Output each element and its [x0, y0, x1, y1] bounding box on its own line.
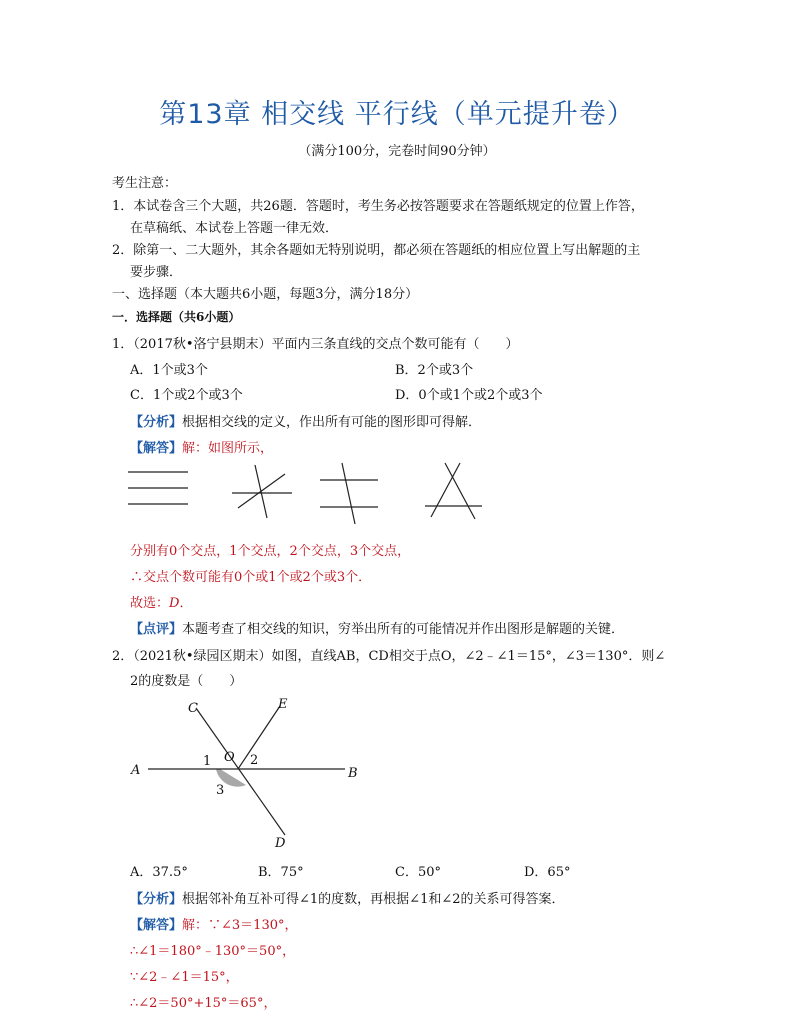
q2-step-1: ∴∠1＝180°﹣130°＝50°， — [130, 944, 296, 959]
figure-two-parallel-one-transversal — [320, 463, 378, 524]
label-c: C — [188, 701, 198, 716]
q1-stem: 1．（2017秋•洛宁县期末）平面内三条直线的交点个数可能有（ ） — [112, 337, 519, 352]
figure-triangle-lines — [425, 463, 482, 519]
q1-comment-tag: 【点评】 — [130, 622, 183, 637]
q2-option-b: B．75° — [258, 865, 304, 880]
q2-answer-tag: 【解答】 — [130, 918, 183, 933]
figure-parallel-lines — [128, 472, 188, 504]
q2-step-2: ∵∠2﹣∠1＝15°， — [130, 970, 239, 985]
q2-answer — [130, 914, 298, 933]
label-angle-3: 3 — [216, 783, 225, 798]
notice-item-2-line-2: 要步骤． — [130, 265, 183, 280]
label-a: A — [131, 763, 141, 778]
label-angle-2: 2 — [250, 753, 259, 768]
q2-stem-line-1: 2．（2021秋•绿园区期末）如图，直线AB，CD相交于点O，∠2﹣∠1＝15°，∠3＝130°．则∠ — [112, 649, 666, 664]
notice-heading: 考生注意： — [112, 176, 178, 191]
q1-answer — [130, 437, 273, 456]
notice-item-1-line-2: 在草稿纸、本试卷上答题一律无效． — [130, 221, 339, 236]
q1-comment-text: 本题考查了相交线的知识，穷举出所有的可能情况并作出图形是解题的关键． — [182, 622, 625, 637]
q1-analysis-tag: 【分析】 — [130, 415, 183, 430]
q1-choice — [130, 592, 192, 611]
label-o: O — [224, 750, 235, 765]
q1-result-2: ∴交点个数可能有0个或1个或2个或3个． — [130, 570, 372, 585]
q1-analysis — [130, 411, 481, 430]
q1-option-a: A．1个或3个 — [130, 363, 208, 378]
q1-option-d: D．0个或1个或2个或3个 — [395, 388, 543, 403]
q1-choice-suffix: ． — [179, 596, 193, 611]
figure-concurrent-lines — [232, 465, 292, 518]
q2-option-a: A．37.5° — [130, 865, 188, 880]
q2-option-d: D．65° — [524, 865, 571, 880]
q1-choice-prefix: 故选： — [130, 596, 170, 611]
page-subtitle: （满分100分，完卷时间90分钟） — [298, 144, 496, 159]
q2-figure — [120, 690, 380, 855]
label-b: B — [348, 766, 358, 781]
q1-answer-tag: 【解答】 — [130, 441, 183, 456]
q1-option-b: B．2个或3个 — [395, 363, 474, 378]
ray-oe — [238, 706, 280, 769]
q1-choice-letter: D — [169, 596, 180, 611]
q2-analysis-tag: 【分析】 — [130, 892, 183, 907]
q2-analysis — [130, 888, 565, 907]
q1-option-c: C．1个或2个或3个 — [130, 388, 243, 403]
section-subheading: 一．选择题（共6小题） — [112, 310, 241, 324]
q1-answer-text: 解：如图所示， — [182, 441, 274, 456]
q1-figures — [120, 460, 500, 530]
page-title: 第13章 相交线 平行线（单元提升卷） — [159, 99, 635, 130]
q1-comment — [130, 618, 624, 637]
q1-analysis-text: 根据相交线的定义，作出所有可能的图形即可得解． — [182, 415, 482, 430]
line-cd — [196, 708, 285, 835]
q2-stem-line-2: 2的度数是（ ） — [130, 674, 243, 689]
q2-step-3: ∴∠2＝50°+15°＝65°， — [130, 996, 277, 1011]
label-e: E — [278, 697, 288, 712]
section-part1: 一、选择题（本大题共6小题，每题3分，满分18分） — [112, 287, 419, 302]
q2-analysis-text: 根据邻补角互补可得∠1的度数，再根据∠1和∠2的关系可得答案． — [182, 892, 565, 907]
notice-item-1-line-1: 1．本试卷含三个大题，共26题．答题时，考生务必按答题要求在答题纸规定的位置上作答， — [112, 199, 644, 214]
q1-result-1: 分别有0个交点，1个交点，2个交点，3个交点， — [130, 544, 411, 559]
q2-option-c: C．50° — [395, 865, 441, 880]
label-angle-1: 1 — [203, 754, 212, 769]
notice-item-2-line-1: 2．除第一、二大题外，其余各题如无特别说明，都必须在答题纸的相应位置上写出解题的主 — [112, 243, 641, 258]
label-d: D — [275, 836, 286, 851]
q2-answer-text: 解：∵∠3＝130°， — [182, 918, 298, 933]
